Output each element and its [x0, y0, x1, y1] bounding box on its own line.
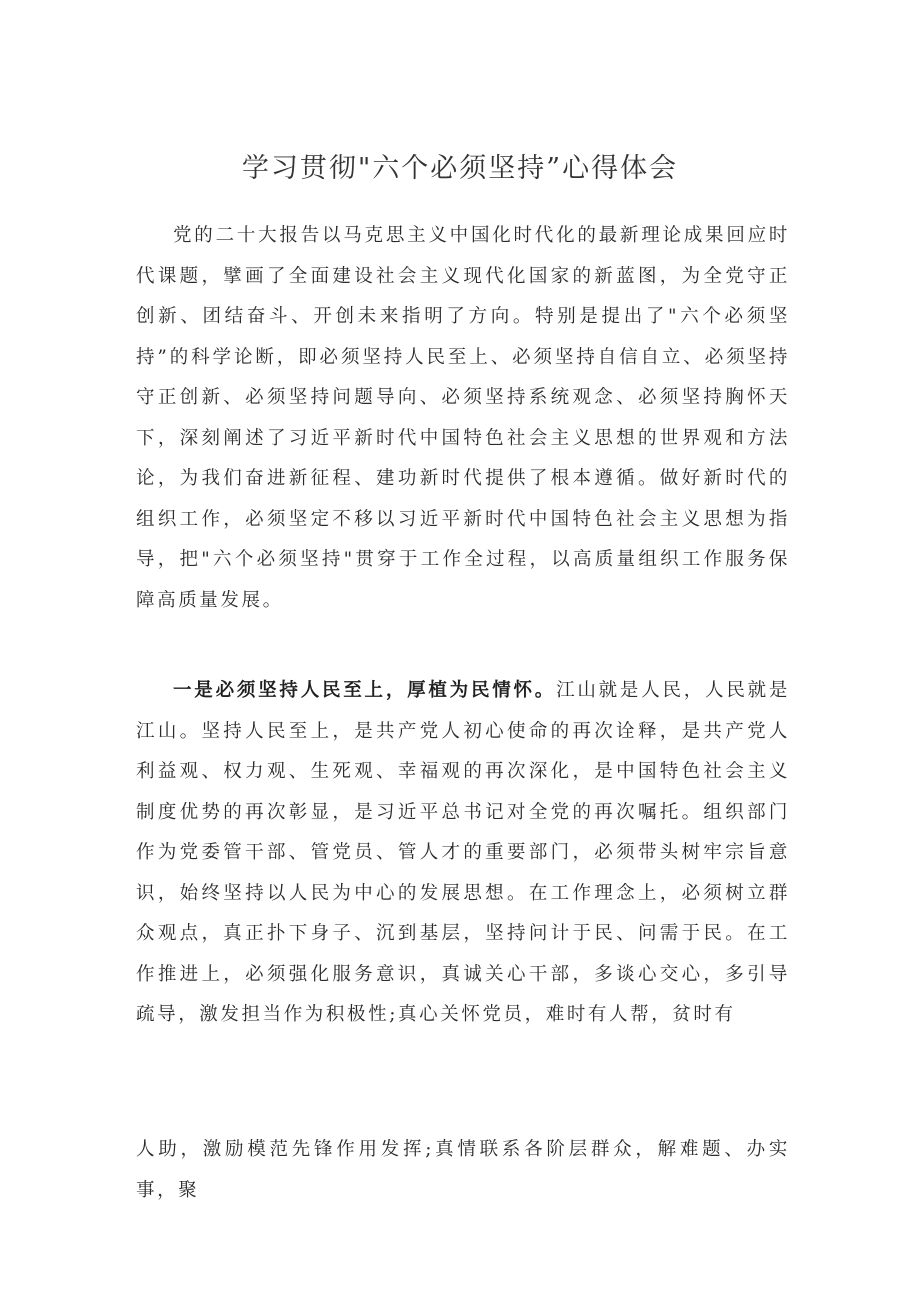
- paragraph-continued: 人助，激励模范先锋作用发挥;真情联系各阶层群众，解难题、办实事，聚: [136, 1139, 790, 1201]
- paragraph-body: 江山就是人民，人民就是江山。坚持人民至上，是共产党人初心使命的再次诠释，是共产党人利益观、权力观、生死观、幸福观的再次深化，是中国特色社会主义制度优势的再次彰显，是习近平总书记对全党的再次嘱托。组织部门作为党委管干部、管党员、管人才的重要部门，必须带头树牢宗旨意识，始终坚持以人民为中心的发展思想。在工作理念上，必须树立群众观点，真正扑下身子、沉到基层，坚持问计于民、问需于民。在工作推进上，必须强化服务意识，真诚关心干部，多谈心交心，多引导疏导，激发担当作为积极性;真心关怀党员，难时有人帮，贫时有: [136, 680, 790, 1025]
- paragraph-intro: 党的二十大报告以马克思主义中国化时代化的最新理论成果回应时代课题，擘画了全面建设社会主义现代化国家的新蓝图，为全党守正创新、团结奋斗、开创未来指明了方向。特别是提出了"六个必须坚持”的科学论断，即必须坚持人民至上、必须坚持自信自立、必须坚持守正创新、必须坚持问题导向、必须坚持系统观念、必须坚持胸怀天下，深刻阐述了习近平新时代中国特色社会主义思想的世界观和方法论，为我们奋进新征程、建功新时代提供了根本遵循。做好新时代的组织工作，必须坚定不移以习近平新时代中国特色社会主义思想为指导，把"六个必须坚持"贯穿于工作全过程，以高质量组织工作服务保障高质量发展。: [136, 225, 790, 611]
- paragraph-lead-heading: 一是必须坚持人民至上，厚植为民情怀。: [173, 680, 557, 701]
- paragraph-point-one: [136, 671, 790, 1036]
- document-title: 学习贯彻"六个必须坚持”心得体会: [241, 153, 679, 184]
